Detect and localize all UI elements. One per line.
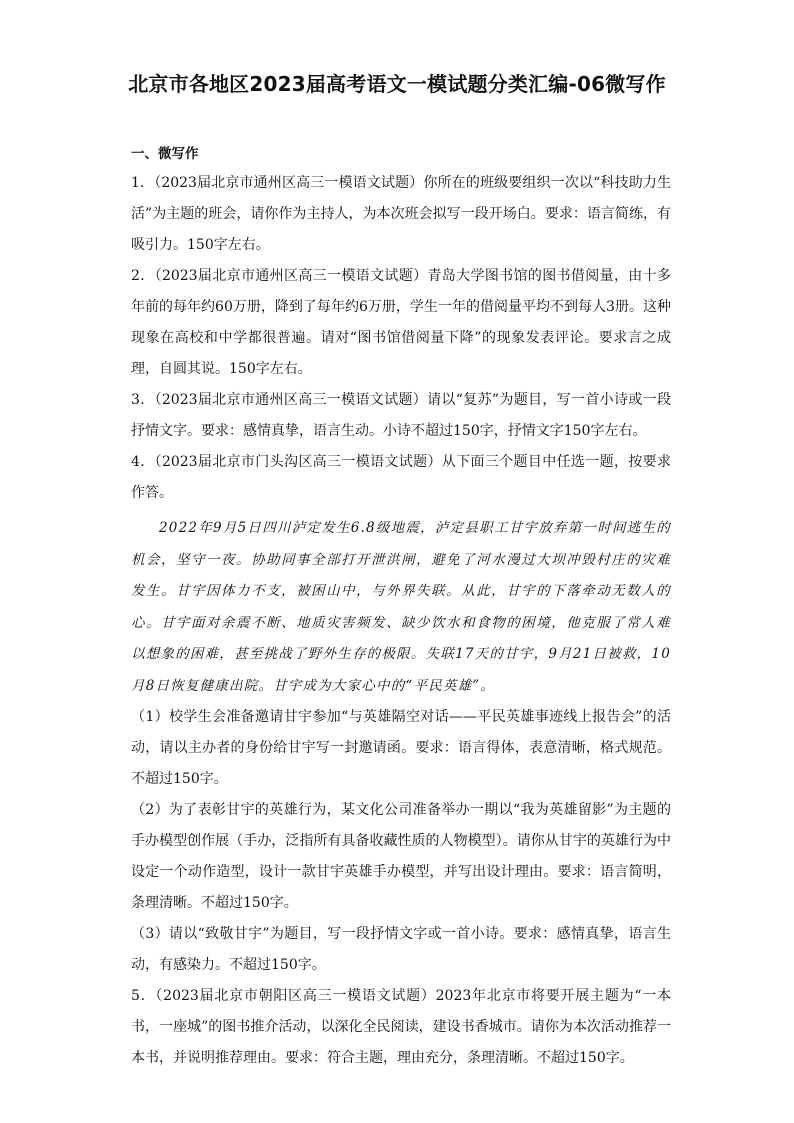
- document-body: [131, 140, 671, 1074]
- question-item-1: 1．（2023届北京市通州区高三一模语文试题）你所在的班级要组织一次以“科技助力生活”为主题的班会，请你作为主持人，为本次班会拟写一段开场白。要求：语言简练，有吸引力。150字左右。: [131, 175, 671, 253]
- sub-question-1: （1）校学生会准备邀请甘宇参加“与英雄隔空对话——平民英雄事迹线上报告会”的活动，请以主办者的身份给甘宇写一封邀请函。要求：语言得体，表意清晰，格式规范。不超过150字。: [131, 709, 671, 787]
- reading-passage: 2022年9月5日四川泸定发生6.8级地震，泸定县职工甘宇放弃第一时间逃生的机会，坚守一夜。协助同事全部打开泄洪闸，避免了河水漫过大坝冲毁村庄的灾难发生。甘宇因体力不支，被困山中，与外界失联。从此，甘宇的下落牵动无数人的心。甘宇面对余震不断、地质灾害频发、缺少饮水和食物的困境，他克服了常人难以想象的困难，甚至挑战了野外生存的极限。失联17天的甘宇，9月21日被救，10月8日恢复健康出院。甘宇成为大家心中的“平民英雄”。: [131, 520, 671, 694]
- question-item-5: 5．（2023届北京市朝阳区高三一模语文试题）2023年北京市将要开展主题为“一本书，一座城”的图书推介活动，以深化全民阅读，建设书香城市。请你为本次活动推荐一本书，并说明推荐理由。要求：符合主题，理由充分，条理清晰。不超过150字。: [131, 988, 671, 1066]
- section-heading: 一、微写作: [131, 146, 199, 162]
- sub-question-2: （2）为了表彰甘宇的英雄行为，某文化公司准备举办一期以“我为英雄留影”为主题的手办模型创作展（手办，泛指所有具备收藏性质的人物模型）。请你从甘宇的英雄行为中设定一个动作造型，设计一款甘宇英雄手办模型，并写出设计理由。要求：语言简明，条理清晰。不超过150字。: [131, 802, 671, 911]
- question-item-3: 3．（2023届北京市通州区高三一模语文试题）请以“复苏”为题目，写一首小诗或一段抒情文字。要求：感情真挚，语言生动。小诗不超过150字，抒情文字150字左右。: [131, 392, 671, 439]
- sub-question-3: （3）请以“致敬甘宇”为题目，写一段抒情文字或一首小诗。要求：感情真挚，语言生动，有感染力。不超过150字。: [131, 926, 671, 973]
- document-title: 北京市各地区2023届高考语文一模试题分类汇编-06微写作: [128, 72, 666, 96]
- question-item-4: 4．（2023届北京市门头沟区高三一模语文试题）从下面三个题目中任选一题，按要求作答。: [131, 454, 671, 501]
- question-item-2: 2．（2023届北京市通州区高三一模语文试题）青岛大学图书馆的图书借阅量，由十多年前的每年约60万册，降到了每年约6万册，学生一年的借阅量平均不到每人3册。这种现象在高校和中学都很普遍。请对“图书馆借阅量下降”的现象发表评论。要求言之成理，自圆其说。150字左右。: [131, 268, 671, 377]
